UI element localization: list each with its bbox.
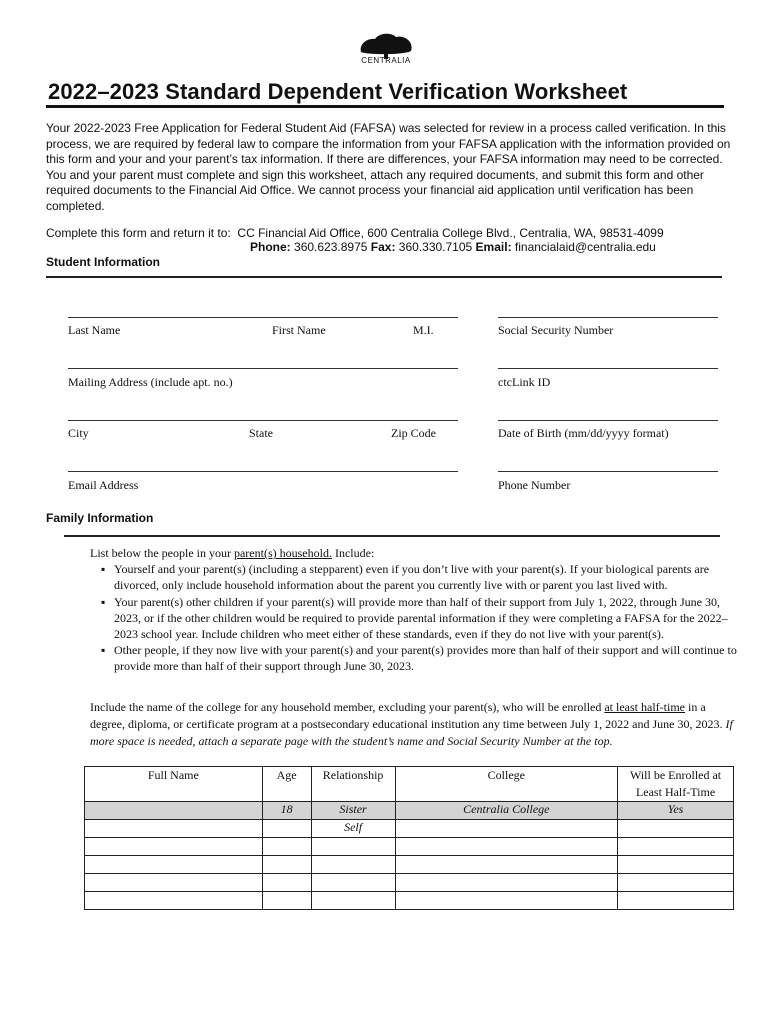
cell-full-name[interactable] [85, 802, 263, 820]
bullet-icon: ▪ [101, 594, 106, 609]
table-row [85, 820, 734, 838]
cell-full-name[interactable] [85, 856, 263, 874]
cell-full-name[interactable] [85, 838, 263, 856]
cell-age[interactable] [262, 856, 311, 874]
household-table [84, 766, 734, 910]
email-line[interactable] [68, 471, 458, 472]
cell-college[interactable] [395, 820, 618, 838]
cell-relationship[interactable] [311, 892, 395, 910]
cell-age[interactable] [262, 892, 311, 910]
cell-relationship[interactable] [311, 838, 395, 856]
header-enrolled: Will be Enrolled at Least Half-Time [618, 767, 734, 802]
mailing-label: Mailing Address (include apt. no.) [68, 375, 233, 389]
phone-line[interactable] [498, 471, 718, 472]
page-title: 2022–2023 Standard Dependent Verification Worksheet [48, 79, 628, 104]
header-age: Age [262, 767, 311, 802]
ssn-line[interactable] [498, 317, 718, 318]
table-row [85, 838, 734, 856]
cell-enrolled[interactable] [618, 892, 734, 910]
ssn-label: Social Security Number [498, 323, 614, 337]
title-divider [46, 105, 724, 108]
cell-full-name[interactable] [85, 874, 263, 892]
zip-label: Zip Code [391, 426, 436, 440]
cell-college[interactable] [395, 838, 618, 856]
name-line[interactable] [68, 317, 458, 318]
cell-age[interactable] [262, 838, 311, 856]
email-label: Email Address [68, 478, 139, 492]
dob-line[interactable] [498, 420, 718, 421]
cell-enrolled[interactable]: Yes [618, 802, 734, 820]
state-label: State [249, 426, 273, 440]
first-name-label: First Name [272, 323, 326, 337]
student-divider [46, 276, 722, 278]
cell-enrolled[interactable] [618, 856, 734, 874]
household-instructions: List below the people in your parent(s) household. Include: ▪ Yourself and your parent(s) (including a stepparent) even if you don’t live with your parent(s). If your biological parents are divorced, only include household information about the parent you currently live with or parent you last lived with. ▪ Your parent(s) other children if your parent(s) will provide more than half of their support from July 1, 2022, through June 30, 2023, or if the other children would be required to provide parental information if they were completing a FAFSA for the 2022–2023 school year. Include children who meet either of these standards, even if they do not live with your parent(s). ▪ Other people, if they now live with your parent(s) and your parent(s) provides more than half of their support and will continue to provide more than half of their support through June 30, 2023. [90, 546, 737, 674]
list-item: ▪ Other people, if they now live with your parent(s) and your parent(s) provides more than half of their support and will continue to provide more than half of their support through June 30, 2023. [101, 643, 737, 674]
cell-relationship[interactable] [311, 874, 395, 892]
bullet-icon: ▪ [101, 643, 106, 658]
ctclink-label: ctcLink ID [498, 375, 551, 389]
cell-relationship[interactable] [311, 856, 395, 874]
city-label: City [68, 426, 89, 440]
city-line[interactable] [68, 420, 458, 421]
college-note: Include the name of the college for any household member, excluding your parent(s), who will be enrolled at least half-time in a degree, diploma, or certificate program at a postsecondary educational institution any time between July 1, 2022 and June 30, 2023. If more space is needed, attach a separate page with the student’s name and Social Security Number at the top. [90, 700, 733, 748]
mailing-line[interactable] [68, 368, 458, 369]
cell-college[interactable] [395, 874, 618, 892]
cell-relationship[interactable]: Self [311, 820, 395, 838]
cell-full-name[interactable] [85, 892, 263, 910]
table-row [85, 802, 734, 820]
list-item: ▪ Yourself and your parent(s) (including a stepparent) even if you don’t live with your parent(s). If your biological parents are divorced, only include household information about the parent you currently live with or parent you last lived with. [101, 562, 710, 593]
phone-label: Phone Number [498, 478, 571, 492]
cell-age[interactable] [262, 820, 311, 838]
dob-label: Date of Birth (mm/dd/yyyy format) [498, 426, 669, 440]
cell-enrolled[interactable] [618, 820, 734, 838]
table-header-row [85, 767, 734, 802]
ctclink-line[interactable] [498, 368, 718, 369]
college-logo [355, 30, 417, 72]
list-item: ▪ Your parent(s) other children if your parent(s) will provide more than half of their support from July 1, 2022, through June 30, 2023, or if the other children would be required to provide parental information if they were completing a FAFSA for the 2022–2023 school year. Include children who meet either of these standards, even if they do not live with your parent(s). [101, 594, 728, 642]
logo-wordmark: CENTRALIA [361, 56, 411, 65]
student-info-heading: Student Information [46, 255, 160, 269]
cell-enrolled[interactable] [618, 838, 734, 856]
return-address: Complete this form and return it to: CC Financial Aid Office, 600 Centralia College Blvd., Centralia, WA, 98531-4099 [46, 226, 664, 240]
family-divider [64, 535, 720, 537]
header-relationship: Relationship [311, 767, 395, 802]
header-full-name: Full Name [85, 767, 263, 802]
cell-age[interactable]: 18 [262, 802, 311, 820]
cell-relationship[interactable]: Sister [311, 802, 395, 820]
cell-college[interactable]: Centralia College [395, 802, 618, 820]
cell-college[interactable] [395, 856, 618, 874]
intro-paragraph: Your 2022-2023 Free Application for Federal Student Aid (FAFSA) was selected for review in a process called verification. In this process, we are required by federal law to compare the information from your FAFSA application with the information provided on this form and your and your parent’s tax information. If there are differences, your FAFSA information may need to be corrected. You and your parent must complete and sign this worksheet, attach any required documents, and submit this form and other required documents to the Financial Aid Office. We cannot process your financial aid application until verification has been completed. [46, 121, 731, 213]
table-row [85, 874, 734, 892]
bullet-icon: ▪ [101, 562, 106, 577]
email-link[interactable]: financialaid@centralia.edu [514, 240, 656, 254]
family-info-heading: Family Information [46, 511, 154, 525]
cell-age[interactable] [262, 874, 311, 892]
contact-line: Phone: 360.623.8975 Fax: 360.330.7105 Email: financialaid@centralia.edu [250, 240, 656, 254]
cell-full-name[interactable] [85, 820, 263, 838]
header-college: College [395, 767, 618, 802]
table-row [85, 892, 734, 910]
cell-enrolled[interactable] [618, 874, 734, 892]
table-row [85, 856, 734, 874]
mi-label: M.I. [413, 323, 434, 337]
cell-college[interactable] [395, 892, 618, 910]
last-name-label: Last Name [68, 323, 121, 337]
